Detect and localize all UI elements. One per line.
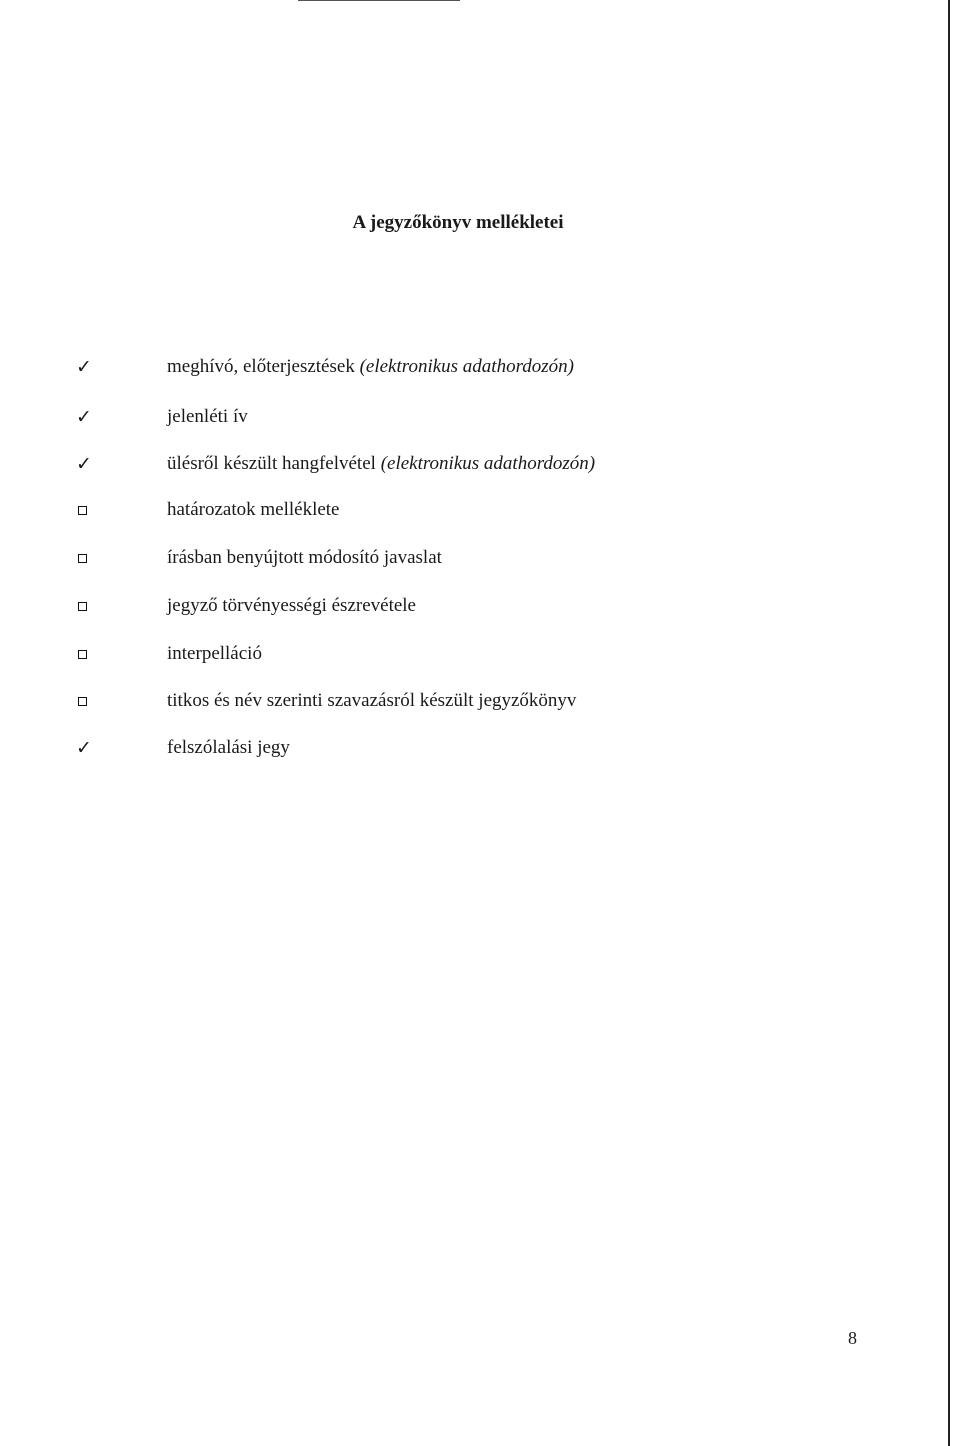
page-number: 8 — [848, 1328, 857, 1348]
item-label: ülésről készült hangfelvétel — [167, 453, 381, 474]
empty-checkbox-icon — [72, 497, 94, 527]
right-page-edge — [948, 0, 950, 1446]
item-label: titkos és név szerinti szavazásról készült jegyzőkönyv — [167, 690, 577, 711]
list-item — [0, 354, 900, 384]
empty-checkbox-icon — [72, 593, 94, 623]
item-label: határozatok melléklete — [167, 499, 340, 520]
checkmark-icon: ✓ — [76, 453, 92, 475]
item-label: meghívó, előterjesztések — [167, 356, 360, 377]
page-title: A jegyzőkönyv mellékletei — [352, 212, 564, 233]
checkmark-icon: ✓ — [76, 406, 92, 428]
empty-checkbox-icon — [72, 545, 94, 575]
list-item — [0, 735, 900, 765]
empty-checkbox-icon — [72, 688, 94, 718]
top-scan-line — [298, 0, 460, 1]
list-item — [0, 641, 900, 671]
list-item — [0, 404, 900, 434]
item-label: írásban benyújtott módosító javaslat — [167, 547, 442, 568]
list-item — [0, 545, 900, 575]
item-note: (elektronikus adathordozón) — [380, 453, 596, 474]
item-label: interpelláció — [167, 643, 262, 664]
item-label: jegyző törvényességi észrevétele — [167, 595, 416, 616]
item-label: felszólalási jegy — [167, 737, 290, 758]
list-item — [0, 593, 900, 623]
list-item — [0, 497, 900, 527]
list-item — [0, 688, 900, 718]
list-item — [0, 451, 900, 481]
item-label: jelenléti ív — [167, 406, 248, 427]
checkmark-icon: ✓ — [76, 356, 92, 378]
checkmark-icon: ✓ — [76, 737, 92, 759]
empty-checkbox-icon — [72, 641, 94, 671]
item-note: (elektronikus adathordozón) — [359, 356, 574, 377]
